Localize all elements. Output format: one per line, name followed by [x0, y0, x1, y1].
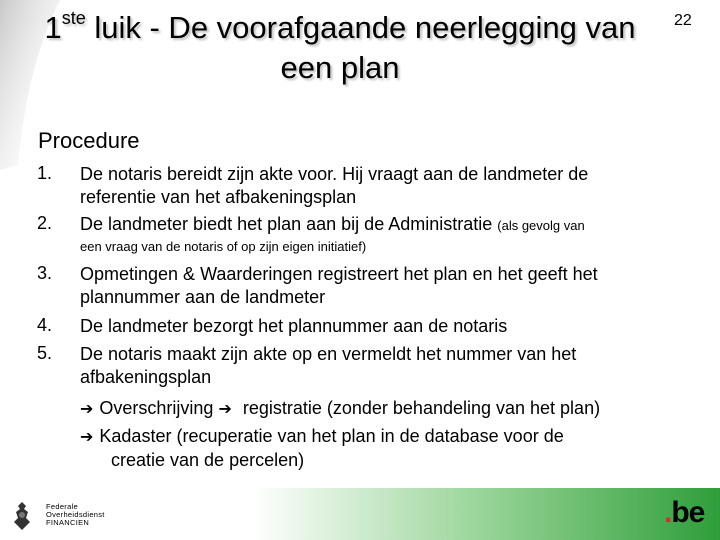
list-item: Opmetingen & Waarderingen registreert het plan en het geeft het plannummer aan de landmeter [80, 264, 598, 307]
list-item: De notaris bereidt zijn akte voor. Hij vraagt aan de landmeter de referentie van het afbakeningsplan [80, 164, 589, 207]
page-number: 22 [674, 12, 692, 29]
arrow-right-icon: ➔ [218, 401, 232, 418]
sub-list-item: ➔ Kadaster (recuperatie van het plan in de database voor de creatie van de percelen) [80, 426, 564, 470]
sub-list-item: ➔ Overschrijving ➔ registratie (zonder behandeling van het plan) [80, 398, 601, 418]
arrow-right-icon: ➔ [80, 401, 94, 418]
list-number: 2. [37, 213, 53, 233]
list-number: 5. [37, 343, 53, 363]
list-number: 4. [37, 315, 53, 335]
page-title: 1ste luik - De voorafgaande neerlegging van een plan [44, 8, 636, 85]
list-number: 3. [37, 263, 53, 283]
list-number: 1. [37, 163, 53, 183]
belgian-crest-icon [8, 500, 36, 532]
list-item: De landmeter bezorgt het plannummer aan de notaris [80, 316, 508, 336]
list-item: De notaris maakt zijn akte op en vermeldt het nummer van het afbakeningsplan [80, 344, 577, 387]
arrow-right-icon: ➔ [80, 429, 94, 446]
footer-band [0, 488, 720, 540]
section-heading: Procedure [38, 128, 140, 153]
federal-finance-logo-text: Federale Overheidsdienst FINANCIEN [46, 502, 105, 527]
list-item: De landmeter biedt het plan aan bij de Administratie (als gevolg van een vraag van de notaris of op zijn eigen initiatief) [80, 214, 585, 254]
be-logo: .be [664, 496, 705, 529]
